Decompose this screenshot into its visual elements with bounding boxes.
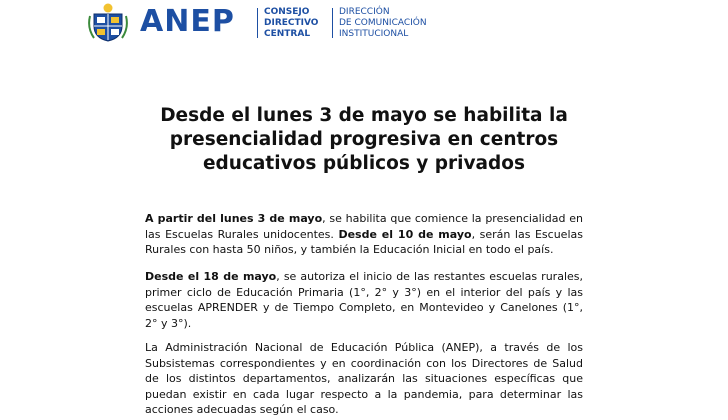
- council-line: DIRECTIVO: [264, 18, 319, 28]
- department-name: [339, 7, 427, 40]
- department-line: DIRECCIÓN: [339, 7, 390, 17]
- brand-logo-text: ANEP: [140, 4, 235, 39]
- document-title: [150, 104, 578, 176]
- paragraph-3: [145, 340, 583, 418]
- paragraph-text: , se habilita que comience la presencialidad en las Escuelas Rurales unidocentes.: [145, 212, 583, 241]
- coat-of-arms-icon: [86, 2, 130, 42]
- paragraph-text: , se autoriza el inicio de las restantes escuelas rurales, primer ciclo de Educación Primaria (1°, 2° y 3°) en el interior del país y las escuelas APRENDER y de Tiempo Completo, en Montevideo y Canelones (1°, 2° y 3°).: [145, 270, 583, 330]
- title-line: Desde el lunes 3 de mayo se habilita la: [160, 105, 568, 126]
- paragraph-1: [145, 211, 583, 258]
- council-name: [264, 7, 318, 40]
- paragraph-text: , serán las Escuelas Rurales con hasta 50 niños, y también la Educación Inicial en todo el país.: [145, 227, 583, 256]
- header-divider: [332, 8, 333, 38]
- paragraph-text: La Administración Nacional de Educación Pública (ANEP), a través de los Subsistemas correspondientes y en coordinación con los Directores de Salud de los distintos departamentos, analizarán las situaciones específicas que puedan existir en cada lugar respecto a la pandemia, para determinar las acciones adecuadas según el caso.: [145, 341, 583, 416]
- council-line: CENTRAL: [264, 29, 311, 39]
- header-divider: [257, 8, 258, 38]
- title-line: educativos públicos y privados: [203, 153, 525, 174]
- bold-date: A partir del lunes 3 de mayo: [145, 212, 323, 225]
- letterhead: [0, 0, 728, 48]
- bold-date: Desde el 10 de mayo: [338, 227, 472, 241]
- title-line: presencialidad progresiva en centros: [169, 129, 559, 150]
- council-line: CONSEJO: [264, 7, 310, 17]
- paragraph-2: [145, 269, 583, 331]
- department-line: DE COMUNICACIÓN: [339, 18, 427, 28]
- bold-date: Desde el 18 de mayo: [145, 270, 277, 283]
- department-line: INSTITUCIONAL: [339, 29, 409, 39]
